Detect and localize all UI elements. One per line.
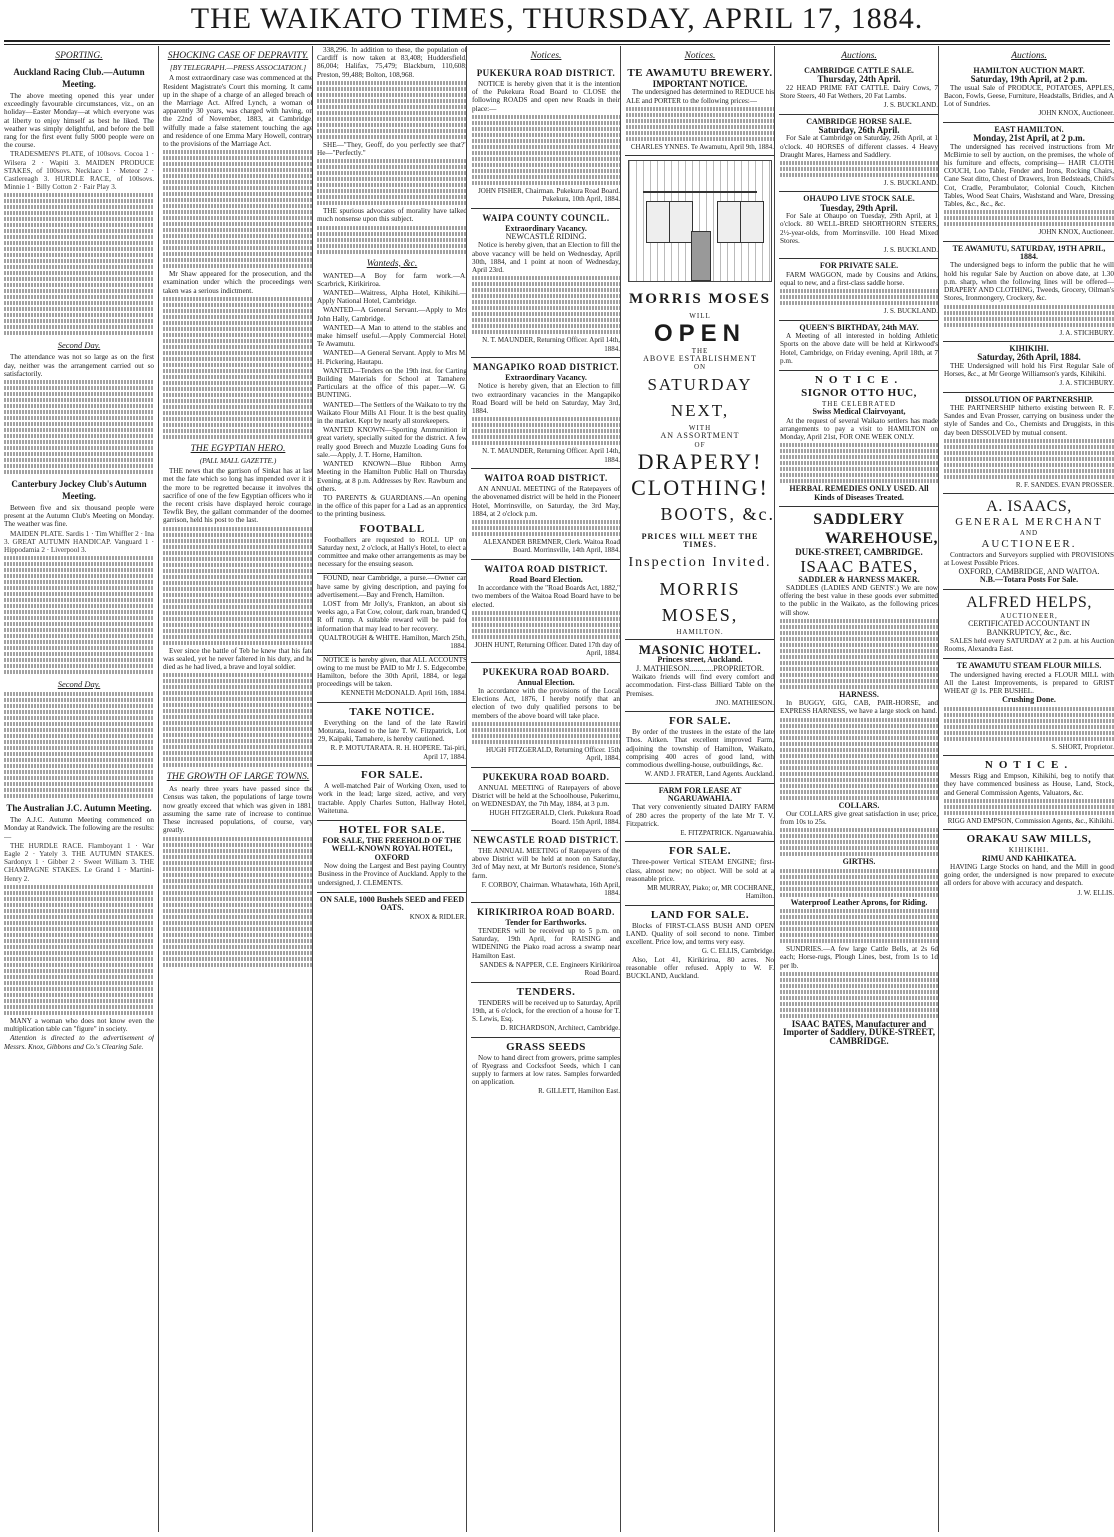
oats-sale-ad bbox=[317, 893, 467, 925]
race-results: THE HURDLE RACE. Flamboyant 1 · War Eagle 2 · Yately 3. THE AUTUMN STAKES. Sardonyx 1 · Gibber 2 · Sweet William 3. THE CHAMPAGNE STAKES. Le Grand 1 · Martini-Henry 2. bbox=[4, 841, 154, 883]
section-heading: Notices. bbox=[684, 51, 716, 61]
article-heading: THE GROWTH OF LARGE TOWNS. bbox=[166, 772, 310, 783]
column-notices-2: Notices. TE AWAMUTU BREWERY. IMPORTANT NOTICE. The undersigned has determined to REDUCE his ALE and PORTER to the following prices:— CHARLES YNNES. Te Awamutu, April 9th, 1884. MORRIS MOSES WILL OPEN THE ABOVE ESTABLISHMENT ON SATURDAY NEXT, WITH AN ASSORTMENT OF DRAPERY! CLOTHING! BOOTS, &c. PRICES WILL MEET THE TIMES. Inspection Invited. MORRIS MOSES, HAMILTON. MASONIC HOTEL. Princes street, Auckland. J. MATHIESON............PROPRIETOR. Waikato friends will find every comfort and accommodation. First-class Billiard Table on the Premises. JNO. MATHIESON. FOR SALE. By order of the trustees in the estate of the late Thos. Aitken. That excellent improved Farm, adjoining the township of Hamilton, Waikato, comprising 400 acres of good land, with commodious dwelling-house, outbuildings, &c. W. AND J. FRATER, Land Agents. Auckland. FARM FOR LEASE AT NGARUAWAHIA. That very conveniently situated DAIRY FARM of 280 acres the property of the late Mr T. V. Fitzpatrick. E. FITZPATRICK. Ngaruawahia. FOR SALE. Three-power Vertical STEAM ENGINE; first-class, almost new; no object. Will be sold at a reasonable price. MR MURRAY, Piako; or, MR COCHRANE, Hamilton. LAND FOR SALE. Blocks of FIRST-CLASS BUSH AND OPEN LAND. Quality of soil second to none. Timber excellent. Price low, and terms very easy. G. C. ELLIS, Cambridge. Also, Lot 41, Kirikiriroa, 80 acres. No reasonable offer refused. Apply to W. F. BUCKLAND, Auckland. bbox=[620, 46, 775, 1532]
auction-ad: CAMBRIDGE HORSE SALE. Saturday, 26th April. For Sale at Cambridge on Saturday, 26th April, at 1 o'clock. 40 HORSES of different classes. 4 Heavy Draught Mares, Harness and Saddlery. J. S. BUCKLAND. bbox=[779, 115, 939, 193]
classified-ad: WANTED KNOWN—Sporting Ammunition in great variety, specially suited for the district. A few really good Breech and Muzzle Loading Guns for sale.—Apply, J. T. Horne, Hamilton. bbox=[317, 426, 467, 459]
column-sporting bbox=[4, 46, 154, 1532]
article-text: THE spurious advocates of morality have talked much nonsense upon this subject. bbox=[317, 207, 467, 224]
classified-ad: WANTED—Tenders on the 19th inst. for Carting Building Materials for School at Tamahere. Particulars at the office of this paper.—W. G. BUNTING. bbox=[317, 366, 467, 400]
notice-ad: TENDERS. TENDERS will be received up to Saturday, April 19th, at 6 o'clock, for the erection of a house for T. S. Lewis, Esq. D. RICHARDSON, Architect, Cambridge. bbox=[471, 983, 621, 1038]
section-heading: SPORTING. bbox=[55, 51, 103, 61]
clairvoyant-ad: NOTICE. SIGNOR OTTO HUC, THE CELEBRATED Swiss Medical Clairvoyant, At the request of several Waikato settlers has made arrangements to pay a visit to HAMILTON on Monday, April 21st, FOR ONE WEEK ONLY. HERBAL REMEDIES ONLY USED. All Kinds of Diseases Treated. bbox=[779, 371, 939, 507]
masonic-hotel-ad: MASONIC HOTEL. Princes street, Auckland. J. MATHIESON............PROPRIETOR. Waikato friends will find every comfort and accommodation. First-class Billiard Table on the Premises. JNO. MATHIESON. bbox=[625, 640, 775, 712]
column-wanteds bbox=[312, 46, 467, 1532]
article-text: Mr Shaw appeared for the prosecution, and the examination under which the proceedings were taken was a serious indictment. bbox=[163, 270, 313, 295]
article-subheading: Second Day. bbox=[57, 679, 101, 690]
football-ad bbox=[317, 520, 467, 575]
article-byline: (PALL MALL GAZETTE.) bbox=[199, 455, 277, 465]
section-heading: Wanteds, &c. bbox=[366, 258, 418, 269]
dissolution-notice: DISSOLUTION OF PARTNERSHIP. THE PARTNERSHIP hitherto existing between R. F. Sandes and Evan Prosser, carrying on business under the style of Sandes and Co., Chemists and Druggists, in this day been DISSOLVED by mutual consent. R. F. SANDES. EVAN PROSSER. bbox=[943, 393, 1114, 495]
clothing-display: CLOTHING! bbox=[631, 475, 769, 501]
column-auctions-2 bbox=[938, 46, 1114, 1532]
ad-heading: TAKE NOTICE. bbox=[349, 705, 435, 718]
farm-sale-ad: FOR SALE. By order of the trustees in the estate of the late Thos. Aitken. That excellent improved Farm, adjoining the township of Hamilton, Waikato, comprising 400 acres of good land, with commodious dwelling-house, outbuildings, &c. W. AND J. FRATER, Land Agents. Auckland. bbox=[625, 712, 775, 783]
signature: KENNETH McDONALD. April 16th, 1884. bbox=[317, 689, 467, 702]
race-results: MAIDEN PLATE. Sardis 1 · Tim Whiffler 2 · Ina 3. GREAT AUTUMN HANDICAP. Vanguard 1 · Hippodamia 2 · Liverpool 3. bbox=[4, 529, 154, 555]
boots-display: BOOTS, &c. bbox=[660, 504, 775, 525]
article-text: Between five and six thousand people were present at the Autumn Club's Meeting on Monday. The weather was fine. bbox=[4, 504, 154, 529]
auction-ad: OHAUPO LIVE STOCK SALE. Tuesday, 29th April. For Sale at Ohaupo on Tuesday, 29th April, at 1 o'clock. 80 WELL-BRED SHORTHORN STEERS, 2½-year-olds, from Morrinsville. 100 Head Mixed Stores. J. S. BUCKLAND. bbox=[779, 192, 939, 259]
article-text: A most extraordinary case was commenced at the Resident Magistrate's Court this morning. It came up in the shape of a charge of an alleged breach of the Marriage Act. Alfred Lynch, a woman of apparently 30 years, was charged with having, on the 22nd of November, 1883, at Cambridge, wilfully made a false statement touching the age and residence of one Emma Mary Howell, contrary to the provisions of the Marriage Act. bbox=[163, 74, 313, 149]
classified-ad: WANTED—A General Servant. Apply to Mrs M. H. Pickering, Hautapu. bbox=[317, 349, 467, 366]
race-results: TRADESMEN'S PLATE, of 100sovs. Cocoa 1 · Wilsera 2 · Wapiti 3. MAIDEN PRODUCE STAKES, of 100sovs. Necklace 1 · Meteor 2 · Castlereagh 3. HURDLE RACE, of 100sovs. Minnie 1 · Billy Cotton 2 · Fair Play 3. bbox=[4, 150, 154, 192]
auction-ad: HAMILTON AUCTION MART. Saturday, 19th April, at 2 p.m. The usual Sale of PRODUCE, POTATOES, APPLES, Bacon, Fowls, Geese, Furniture, Headstalls, Bridles, and A Lot of Sundries. JOHN KNOX, Auctioneer. bbox=[943, 64, 1114, 123]
ad-signature: R. P. MOTUTARATA. R. H. HOPERE. Tai-piri, April 17, 1884. bbox=[330, 744, 466, 761]
notice-ad: NEWCASTLE ROAD DISTRICT. THE ANNUAL MEETING of Ratepayers of the above District will be held at noon on Saturday, 3rd of May next, at Mr Burton's residence, Stone's farm. F. CORBOY, Chairman. Whatawhata, 16th April, 1884. bbox=[471, 831, 621, 903]
article-text: MANY a woman who does not know even the multiplication table can "figure" in society. bbox=[4, 1016, 154, 1034]
classified-ad: WANTED—Waitress, Alpha Hotel, Kihikihi.—Apply National Hotel, Cambridge. bbox=[317, 289, 467, 306]
ad-heading: ON SALE, 1000 Bushels SEED and FEED OATS. bbox=[319, 894, 465, 913]
section-heading: Notices. bbox=[530, 51, 562, 61]
article-text: THE news that the garrison of Sinkat has at last met the fate which so long has impended over it is the more to be regretted because it involves the sacrifice of one of the few Egyptian officers who in the recent crisis have displayed heroic courage. Tewfik Bey, the gallant commander of the doomed garrison, held his post to the last. bbox=[163, 467, 313, 525]
ad-heading: HOTEL FOR SALE. bbox=[338, 824, 446, 837]
notice-ad: KIRIKIRIROA ROAD BOARD. Tender for Earthworks. TENDERS will be received up to 5 p.m. on Saturday, 19th April, for RAISING and WIDENING the Piako road across a swamp near Hamilton East. SANDES & NAPPER, C.E. Engineers Kirikiriroa Road Board. bbox=[471, 903, 621, 983]
rigg-empson-ad: NOTICE. Messrs Rigg and Empson, Kihikihi, beg to notify that they have commenced business as House, Land, Stock, and General Commission Agents, Valuators, &c. RIGG AND EMPSON, Commission Agents, &c., Kihikihi. bbox=[943, 756, 1114, 830]
open-display: OPEN bbox=[653, 319, 746, 347]
sports-meeting-ad: QUEEN'S BIRTHDAY, 24th MAY. A Meeting of all interested in holding Athletic Sports on the above date will be held at Kirkwood's Hotel, Cambridge, on Friday evening, April 18th, at 7 p.m. bbox=[779, 321, 939, 371]
masthead-rule bbox=[4, 40, 1110, 45]
article-byline: [BY TELEGRAPH.—PRESS ASSOCIATION.] bbox=[169, 63, 307, 72]
classified-ad: NOTICE is hereby given, that ALL ACCOUNTS owing to me must be PAID to Mr J. S. Edgecombe, Hamilton, before the 30th April, 1884, or legal proceedings will be taken. bbox=[317, 655, 467, 689]
article-text: As nearly three years have passed since the Census was taken, the populations of large towns now greatly exceed that which was given in 1881, assuming the same rate of increase to continue. These increased populations, of course, vary greatly. bbox=[163, 785, 313, 835]
engine-sale-ad: FOR SALE. Three-power Vertical STEAM ENGINE; first-class, almost new; no object. Will be sold at a reasonable price. MR MURRAY, Piako; or, MR COCHRANE, Hamilton. bbox=[625, 842, 775, 905]
drapery-display: DRAPERY! bbox=[637, 449, 763, 475]
saturday-display: SATURDAY NEXT, bbox=[647, 374, 753, 420]
article-text: The A.J.C. Autumn Meeting commenced on Monday at Randwick. The following are the results:— bbox=[4, 816, 154, 841]
alfred-helps-ad: ALFRED HELPS, AUCTIONEER, CERTIFICATED ACCOUNTANT IN BANKRUPTCY, &c., &c. SALES held every SATURDAY at 2 p.m. at his Auction Rooms, Alexandra East. bbox=[943, 590, 1114, 660]
newspaper-title: THE WAIKATO TIMES, THURSDAY, APRIL 17, 1884. bbox=[190, 2, 924, 35]
notice-ad: MANGAPIKO ROAD DISTRICT. Extraordinary Vacancy. Notice is hereby given, that an Election to fill two extraordinary vacancies in the Mangapiko Road Board will be held on Saturday, May 3rd, 1884. N. T. MAUNDER, Returning Officer. April 14th, 1884. bbox=[471, 358, 621, 469]
ad-text: A well-matched Pair of Working Oxen, used to work in the lead; large sized, active, and very tractable. Apply Charles Sutton, Hallway Hotel, Waitetuna. bbox=[318, 782, 466, 815]
auction-ad: FOR PRIVATE SALE. FARM WAGGON, made by Cousins and Atkins, equal to new, and a first-class saddle horse. J. S. BUCKLAND. bbox=[779, 259, 939, 320]
column-notices-1 bbox=[466, 46, 621, 1532]
classified-ad: WANTED—A Man to attend to the stables and make himself useful.—Apply Commercial Hotel, Te Awamutu. bbox=[317, 323, 467, 349]
flour-mill-ad: TE AWAMUTU STEAM FLOUR MILLS. The undersigned having erected a FLOUR MILL with All the Latest Improvements, is prepared to GRIST WHEAT @ 1s. PER BUSHEL. Crushing Done. S. SHORT, Proprietor. bbox=[943, 659, 1114, 756]
section-heading: Auctions. bbox=[841, 51, 877, 61]
article-heading: THE EGYPTIAN HERO. bbox=[190, 443, 286, 454]
notice-ad: WAITOA ROAD DISTRICT. AN ANNUAL MEETING of the Ratepayers of the abovenamed district will be held in the Pioneer Hotel, Morrinsville, on Saturday, the 3rd May, 1884, at 2 o'clock p.m. ALEXANDER BREMNER, Clerk. Waitoa Road Board. Morrinsville, 14th April, 1884. bbox=[471, 469, 621, 560]
ad-text: Footballers are requested to ROLL UP on Saturday next, 2 o'clock, at Hally's Hotel, to elect a committee and make other arrangements as may be necessary for the ensuing season. bbox=[318, 535, 466, 569]
take-notice-ad bbox=[317, 703, 467, 766]
classified-ad: WANTED—A General Servant.—Apply to Mrs John Hally, Cambridge. bbox=[317, 306, 467, 323]
classified-ad: FOUND, near Cambridge, a purse.—Owner can have same by giving description, and paying for advertisement.—Bay and French, Hamilton. bbox=[317, 574, 467, 599]
article-subheading: Second Day. bbox=[57, 340, 101, 351]
masthead bbox=[0, 0, 1114, 40]
auction-ad: KIHIKIHI. Saturday, 26th April, 1884. THE Undersigned will hold his First Regular Sale of Horses, &c., at Mr George Williamson's yards, Kihikihi. J. A. STICHBURY. bbox=[943, 342, 1114, 393]
article-text: SHE—"They, Geoff, do you perfectly see that?" He—"Perfectly." bbox=[317, 140, 467, 158]
ad-subheading: FOR SALE, THE FREEHOLD OF THE WELL-KNOWN ROYAL HOTEL, OXFORD bbox=[322, 836, 462, 862]
auction-ad: TE AWAMUTU, SATURDAY, 19TH APRIL, 1884. The undersigned begs to inform the public that he will hold his regular Sale by Auction on above date, at 1.30 p.m. sharp, when the following lines will be offered— DRAPERY AND CLOTHING, Tweeds, Grocery, Oilman's Stores, Ironmongery, Crockery, &c. J. A. STICHBURY. bbox=[943, 242, 1114, 342]
shop-engraving bbox=[628, 160, 772, 282]
oxen-sale-ad bbox=[317, 766, 467, 821]
article-heading: The Australian J.C. Autumn Meeting. bbox=[6, 803, 152, 814]
notice-ad: WAIPA COUNTY COUNCIL. Extraordinary Vacancy. NEWCASTLE RIDING. Notice is hereby given, that an Election to fill the above vacancy will be held on Wednesday, April 30th, 1884, and 1 point at noon of Wednesday, April 23rd. N. T. MAUNDER, Returning Officer. April 14th, 1884. bbox=[471, 209, 621, 358]
land-sale-ad: LAND FOR SALE. Blocks of FIRST-CLASS BUSH AND OPEN LAND. Quality of soil second to none. Timber excellent. Price low, and terms very easy. G. C. ELLIS, Cambridge. Also, Lot 41, Kirikiriroa, 80 acres. No reasonable offer refused. Apply to W. F. BUCKLAND, Auckland. bbox=[626, 908, 774, 981]
classified-ad: WANTED KNOWN—Blue Ribbon Army Meeting in the Hamilton Public Hall on Thursday Evening, at 8 p.m. Addresses by Rev. Rawburn and others. bbox=[317, 460, 467, 493]
sawmill-ad: ORAKAU SAW MILLS, KIHIKIHI. RIMU AND KAHIKATEA. HAVING Large Stocks on hand, and the Mill in good going order, the undersigned is now prepared to execute all orders for above with accuracy and despatch. J. W. ELLIS. bbox=[944, 833, 1114, 897]
column-news bbox=[158, 46, 313, 1532]
ad-heading: FOOTBALL bbox=[359, 522, 425, 535]
column-auctions-1 bbox=[774, 46, 939, 1532]
auction-ad: EAST HAMILTON. Monday, 21st April, at 2 p.m. The undersigned has received instructions from Mr McBirnie to sell by auction, on the premises, the whole of his furniture and effects, comprising— HAIR CLOTH COUCH, Loo Table, Fender and Irons, Rocking Chairs, Cane Seat ditto, Chest of Drawers, Iron Bedsteads, Child's Cot, Cradle, Perambulator, Colonial Couch, Kitchen Tables, Wood Seat Chairs, Washstand and Ware, Dressing Tables, &c., &c., &c. JOHN KNOX, Auctioneer. bbox=[943, 123, 1114, 242]
article-text: Ever since the battle of Teb he knew that his fate was sealed, yet he never faltered in his duty, and he died as he had lived, a brave and loyal soldier. bbox=[163, 646, 313, 672]
article-text: The attendance was not so large as on the first day, neither was the arrangement carried out so satisfactorily. bbox=[4, 353, 154, 378]
farm-lease-ad: FARM FOR LEASE AT NGARUAWAHIA. That very conveniently situated DAIRY FARM of 280 acres the property of the late Mr T. V. Fitzpatrick. E. FITZPATRICK. Ngaruawahia. bbox=[625, 784, 775, 843]
notice-ad: PUKEKURA ROAD BOARD. Annual Election. In accordance with the provisions of the Local Elections Act, 1876, I hereby notify that an election of two duly qualified persons to be members of the above board will take place. HUGH FITZGERALD, Returning Officer. 15th April, 1884. bbox=[471, 663, 621, 768]
ad-heading: FOR SALE. bbox=[361, 769, 423, 782]
notice-ad: PUKEKURA ROAD DISTRICT. NOTICE is hereby given that it is the intention of the Pukekura Road Board to CLOSE the following ROADS and open new Roads in their place:— JOHN FISHER, Chairman. Pukekura Road Board. Pukekura, 10th April, 1884. bbox=[471, 64, 621, 209]
brewery-ad: TE AWAMUTU BREWERY. IMPORTANT NOTICE. The undersigned has determined to REDUCE his ALE and PORTER to the following prices:— CHARLES YNNES. Te Awamutu, April 9th, 1884. bbox=[625, 64, 775, 156]
ad-text: Everything on the land of the late Rawiri Moturata, leased to the late T. W. Fitzpatrick, Lot 29, Kaipaki, Tamahere, is hereby cautioned. bbox=[318, 718, 466, 744]
notice-ad: PUKEKURA ROAD BOARD. ANNUAL MEETING of Ratepayers of above District will be held at the Schoolhouse, Pukerimu, on WEDNESDAY, the 7th May, 1884, at 3 p.m. HUGH FITZGERALD, Clerk. Pukekura Road Board. 15th April, 1884. bbox=[471, 768, 621, 831]
article-text: The above meeting opened this year under exceedingly favourable circumstances, viz., on an holiday—Easter Monday—at which everyone was at liberty to enjoy himself as best he liked. The weather was simply delightful, and before the bell rang for the first event fully 5000 people were on the course. bbox=[4, 92, 154, 150]
classified-ad: LOST from Mr Jolly's, Frankton, an about six weeks ago, a Fat Cow, colour, dark roan, branded Q R off rump. A suitable reward will be paid for information that may lead to her recovery. bbox=[317, 599, 467, 633]
shop-name: MORRIS MOSES bbox=[629, 291, 771, 308]
notice-ad: GRASS SEEDS Now to hand direct from growers, prime samples of Ryegrass and Cocksfoot Seeds, which I can supply to farmers at low rates. Samples forwarded on application. R. GILLETT, Hamilton East. bbox=[472, 1040, 620, 1096]
classified-ad: TO PARENTS & GUARDIANS.—An opening in the office of this paper for a Lad as an apprentice to the printing business. bbox=[317, 493, 467, 519]
ad-text: Now doing the Largest and Best paying Country Business in the Province of Auckland. Apply to the undersigned, J. CLEMENTS. bbox=[318, 862, 466, 887]
ad-signature: KNOX & RIDLER. bbox=[409, 912, 466, 921]
article-heading: SHOCKING CASE OF DEPRAVITY. bbox=[167, 51, 309, 61]
footnote: Attention is directed to the advertisement of Messrs. Knox, Gibbons and Co.'s Clearing Sale. bbox=[4, 1034, 154, 1051]
article-heading: Auckland Racing Club.—Autumn Meeting. bbox=[13, 67, 145, 89]
section-heading: Auctions. bbox=[1011, 51, 1047, 61]
auction-ad: CAMBRIDGE CATTLE SALE. Thursday, 24th April. 22 HEAD PRIME FAT CATTLE. Dairy Cows, 7 Store Steers, 40 Fat Wethers, 20 Fat Lambs. J. S. BUCKLAND. bbox=[779, 64, 939, 115]
article-text: 338,296. In addition to these, the population of Cardiff is now taken at 83,408; Huddersfield, 86,004; Halifax, 75,479; Blackburn, 110,608; Preston, 99,488; Bolton, 108,968. bbox=[317, 46, 467, 79]
signature: QUALTROUGH & WHITE. Hamilton, March 25th, 1884. bbox=[317, 634, 467, 656]
notice-ad: WAITOA ROAD DISTRICT. Road Board Election. In accordance with the "Road Boards Act, 1882," two members of the Waitoa Road Board have to be elected. JOHN HUNT, Returning Officer. Dated 17th day of April, 1884. bbox=[471, 560, 621, 663]
classified-ad: WANTED—The Settlers of the Waikato to try the Waikato Flour Mills A1 Flour. It is the best quality in the market. Kept by nearly all storekeepers. bbox=[317, 400, 467, 426]
article-heading: Canterbury Jockey Club's Autumn Meeting. bbox=[11, 479, 147, 502]
classified-ad: WANTED—A Boy for farm work.—A. Scarbrick, Kirikiriroa. bbox=[317, 271, 467, 288]
saddlery-ad: SADDLERY WAREHOUSE, DUKE-STREET, CAMBRIDGE. ISAAC BATES, SADDLER & HARNESS MAKER. SADDLES (LADIES AND GENTS'.) We are now offering the best value in these goods ever submitted to the public in the Waikato, as the following prices will show. HARNESS. In BUGGY, GIG, CAB, PAIR-HORSE, and EXPRESS HARNESS, we have a large stock on hand. COLLARS. Our COLLARS give great satisfaction in use; price, from 10s to 25s. GIRTHS. Waterproof Leather Aprons, for Riding. SUNDRIES.—A few large Cattle Bells, at 2s 6d each; Horse-rugs, Plough Lines, best, from 1s to 1d per lb. ISAAC BATES, Manufacturer and Importer of Saddlery, DUKE-STREET, CAMBRIDGE. bbox=[780, 511, 938, 1046]
hotel-sale-ad bbox=[317, 821, 467, 893]
isaacs-ad: A. ISAACS, GENERAL MERCHANT AND AUCTIONEER. Contractors and Surveyors supplied with PROVISIONS at Lowest Possible Prices. OXFORD, CAMBRIDGE, AND WAITOA. N.B.—Totara Posts For Sale. bbox=[943, 494, 1114, 590]
